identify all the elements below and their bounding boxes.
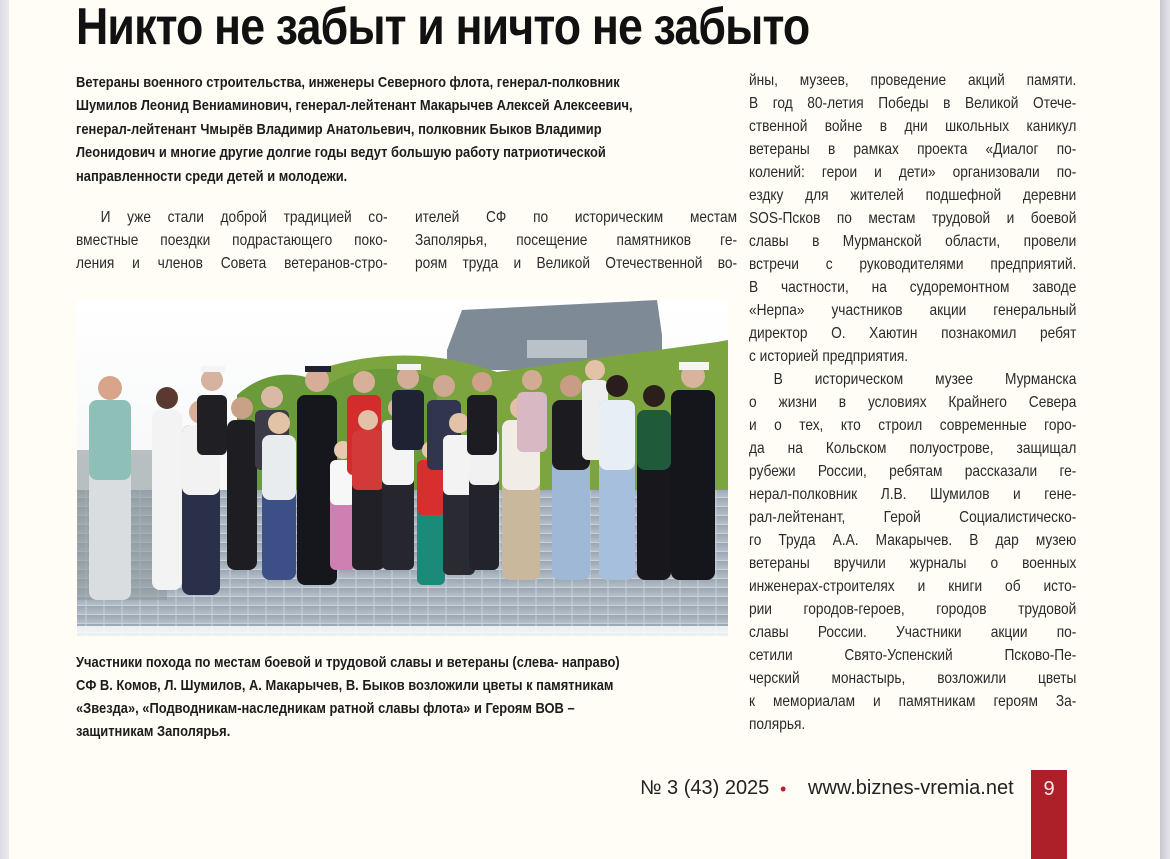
caption-line: «Звезда», «Подводникам-наследникам ратной славы флота» и Героям ВОВ – — [76, 700, 575, 717]
lead-line: Ветераны военного строительства, инженеры Северного флота, генерал-полковник — [76, 74, 620, 91]
body-line: В историческом музее Мурманска — [773, 371, 1077, 388]
body-line: славы в Мурманской области, провели — [749, 233, 1077, 250]
body-line: полярья. — [749, 716, 806, 733]
body-line: инженерах-строителях и книги об исто- — [749, 578, 1077, 595]
body-line: директор О. Хаютин познакомил ребят — [749, 325, 1077, 342]
body-line: роям труда и Великой Отечественной во- — [415, 255, 738, 272]
page-number: 9 — [1043, 778, 1055, 800]
body-line: го Труда А.А. Макарычев. В дар музею — [749, 532, 1077, 549]
photo-caption — [76, 651, 730, 743]
body-column-2 — [415, 206, 737, 275]
caption-line: защитникам Заполярья. — [76, 723, 231, 740]
body-line: колений: герои и дети» организовали по- — [749, 164, 1077, 181]
body-line: ственной войне в дни школьных каникул — [749, 118, 1077, 135]
body-line: к мемориалам и памятникам героям За- — [749, 693, 1077, 710]
body-line: и о тех, кто строил современные горо- — [749, 417, 1077, 434]
body-line: да на Кольском полуострове, защищал — [749, 440, 1077, 457]
article-lead — [76, 71, 695, 188]
body-line: Заполярья, посещение памятников ге- — [415, 232, 738, 249]
body-line: рал-лейтенант, Герой Социалистическо- — [749, 509, 1077, 526]
body-line: черский монастырь, возложили цветы — [749, 670, 1077, 687]
caption-line: Участники похода по местам боевой и трудовой славы и ветераны (слева- направо) — [76, 654, 620, 671]
lead-line: направленности среди детей и молодежи. — [76, 167, 348, 185]
caption-line: СФ В. Комов, Л. Шумилов, А. Макарычев, В. Быков возложили цветы к памятникам — [76, 677, 614, 694]
body-line: рубежи России, ребятам рассказали ге- — [749, 463, 1077, 480]
lead-line: Леонидович и многие другие долгие годы ведут большую работу патриотической — [76, 144, 606, 162]
body-line: нерал-полковник Л.В. Шумилов и гене- — [749, 486, 1077, 503]
page-left-edge — [0, 0, 9, 859]
page-right-edge — [1160, 0, 1170, 859]
body-column-3 — [749, 69, 1076, 736]
body-line: встречи с руководителями предприятий. — [749, 256, 1077, 273]
body-line: И уже стали доброй традицией со- — [100, 209, 388, 226]
body-line: славы России. Участники акции по- — [749, 624, 1077, 641]
body-line: «Нерпа» участников акции генеральный — [749, 302, 1077, 319]
body-line: ления и членов Совета ветеранов-стро- — [76, 255, 388, 272]
footer-separator: • — [780, 779, 787, 799]
page-number-tab — [1031, 770, 1067, 859]
group-photo — [77, 300, 728, 636]
body-line: сетили Свято-Успенский Псково-Пе- — [749, 647, 1077, 664]
body-line: SOS-Псков по местам трудовой и боевой — [749, 210, 1077, 227]
lead-line: генерал-лейтенант Чмырёв Владимир Анатольевич, полковник Быков Владимир — [76, 120, 602, 138]
body-line: с историей предприятия. — [749, 348, 909, 365]
body-column-1 — [76, 206, 388, 275]
body-line: ветераны в рамках проекта «Диалог по- — [749, 141, 1077, 158]
body-line: рии городов-героев, городов трудовой — [749, 601, 1077, 618]
body-line: В год 80-летия Победы в Великой Отече- — [749, 95, 1077, 112]
body-line: ездку для жителей подшефной деревни — [749, 187, 1077, 204]
body-line: ветераны вручили журналы о военных — [749, 555, 1077, 572]
body-line: йны, музеев, проведение акций памяти. — [749, 72, 1077, 89]
website-link[interactable]: www.biznes-vremia.net — [808, 777, 1014, 799]
body-line: В частности, на судоремонтном заводе — [749, 279, 1077, 296]
lead-line: Шумилов Леонид Вениаминович, генерал-лейтенант Макарычев Алексей Алексеевич, — [76, 97, 633, 115]
body-line: о жизни в условиях Крайнего Севера — [749, 394, 1077, 411]
body-line: ителей СФ по историческим местам — [415, 209, 738, 226]
article-title: Никто не забыт и ничто не забыто — [76, 0, 810, 56]
body-line: вместные поездки подрастающего поко- — [76, 232, 388, 249]
group-photo-illustration — [77, 300, 728, 636]
magazine-page — [9, 0, 1160, 859]
issue-number: № 3 (43) 2025 — [640, 777, 770, 799]
